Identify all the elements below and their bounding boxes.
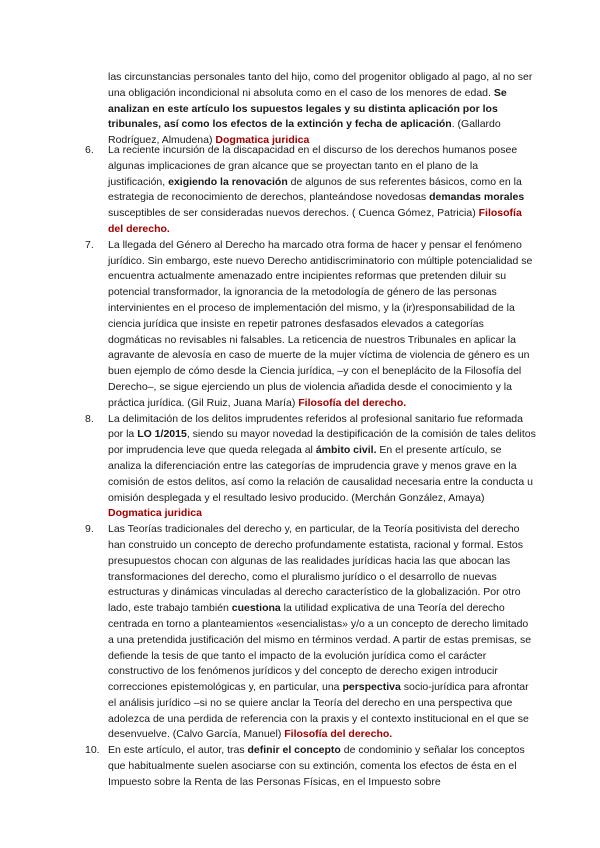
item-number: 7. (85, 238, 94, 251)
item-text: Las Teorías tradicionales del derecho y, en particular, de la Teoría positivista del derecho han construido un concepto de derecho profundamente estatista, racional y formal. Estos presupuestos chocan con algunas de las realidades jurídicas hacia las que abocan las transformaciones del derecho, como el pluralismo jurídico o el desarrollo de nuevas estructuras y dinámicas vinculadas al derecho característico de la globalización. Por otro lado, este trabajo también (108, 523, 523, 615)
list-item (85, 143, 536, 238)
item-bold: LO 1/2015 (137, 428, 187, 441)
intro-citation: . (Gallardo Rodríguez, Almudena) (108, 118, 501, 147)
category-tag: Filosofía del derecho. (284, 728, 393, 741)
item-text: La delimitación de los delitos imprudentes referidos al profesional sanitario fue reformada por la (108, 412, 523, 441)
intro-paragraph (108, 70, 536, 149)
item-text: La reciente incursión de la discapacidad en el discurso de los derechos humanos posee algunas implicaciones de gran alcance que se proyectan tanto en el plano de la justificación, (108, 144, 518, 188)
list-item (85, 412, 536, 523)
intro-text: las circunstancias personales tanto del hijo, como del progenitor obligado al pago, al no ser una obligación incondicional ni absoluta como en el caso de los menores de edad. (108, 71, 533, 99)
item-bold: ámbito civil. (315, 444, 377, 457)
category-tag: Filosofía del derecho. (298, 396, 407, 409)
item-text: La llegada del Género al Derecho ha marcado otra forma de hacer y pensar el fenómeno jurídico. Sin embargo, este nuevo Derecho antidiscriminatorio con múltiple potencialidad se encuentra actualmente amenazado entre incipientes reformas que pretenden diluir su potencial transformador, la ignorancia de la metodología de género de las personas intervinientes en el proceso de implementación del mismo, y la (ir)responsabilidad de la ciencia jurídica que insiste en repetir patrones desfasados elevados a categorías dogmáticas no revisables ni falsables. La reticencia de nuestros Tribunales en aplicar la agravante de alevosía en caso de muerte de la mujer víctima de violencia de género es un buen ejemplo de cómo desde la Ciencia jurídica, –y con el beneplácito de la Filosofía del Derecho–, se sigue ejerciendo un plus de violencia añadida desde el conocimiento y la práctica jurídica. (Gil Ruiz, Juana María) (108, 238, 533, 409)
item-text: socio-jurídica para afrontar el análisis jurídico –si no se quiere anclar la Teoría del derecho en una perspectiva que adolezca de una perdida de referencia con la praxis y el contexto institucional en el que se desenvuelve. (Calvo García, Manuel) (108, 681, 529, 741)
item-text: En el presente artículo, se analiza la diferenciación entre las categorías de imprudencia grave y menos grave en la comisión de estos delitos, así como la relación de causalidad necesaria entre la conducta u omisión desplegada y el resultado lesivo producido. (Merchán González, Amaya) (108, 444, 533, 504)
item-text: la utilidad explicativa de una Teoría del derecho centrada en torno a planteamientos «esencialistas» y/o a un concepto de derecho limitado a una pretendida justificación del mismo en términos verdad. A partir de estas premisas, se defiende la tesis de que tanto el impacto de la evolución jurídica como el carácter constructivo de los fenómenos jurídicos y del concepto de derecho exigen introducir correcciones epistemológicas y, en particular, una (108, 602, 532, 694)
abstract-list (85, 143, 536, 791)
list-item (85, 522, 536, 743)
item-text: En este artículo, el autor, tras (108, 744, 248, 757)
item-text: de condominio y señalar los conceptos que habitualmente suelen asociarse con su extinción, comenta los efectos de ésta en el Impuesto sobre la Renta de las Personas Físicas, en el Impuesto sobre (108, 744, 525, 788)
item-text: , siendo su mayor novedad la destipificación de la comisión de tales delitos por imprudencia leve que queda relegada al (108, 428, 536, 457)
item-bold: demandas morales (429, 191, 525, 204)
item-bold: definir el concepto (247, 744, 341, 757)
item-number: 8. (85, 412, 94, 425)
item-bold: exigiendo la renovación (168, 175, 288, 188)
intro-bold: Se analizan en este artículo los supuestos legales y su distinta aplicación por los tribunales, así como los efectos de la extinción y fecha de aplicación (108, 86, 507, 131)
category-tag: Filosofía del derecho. (108, 207, 522, 235)
item-bold: perspectiva (342, 681, 401, 694)
list-item (85, 238, 536, 412)
category-tag: Dogmatica juridica (215, 134, 310, 147)
item-bold: cuestiona (231, 602, 281, 615)
category-tag: Dogmatica juridica (108, 507, 202, 520)
item-number: 6. (85, 144, 94, 156)
item-number: 9. (85, 523, 94, 536)
item-text: de algunos de sus referentes básicos, como en la estrategia de reconocimiento de derechos, planteándose novedosas (108, 175, 522, 204)
list-item (85, 743, 536, 790)
item-text: susceptibles de ser consideradas nuevos derechos. ( Cuenca Gómez, Patricia) (108, 207, 479, 220)
item-number: 10. (85, 744, 100, 757)
